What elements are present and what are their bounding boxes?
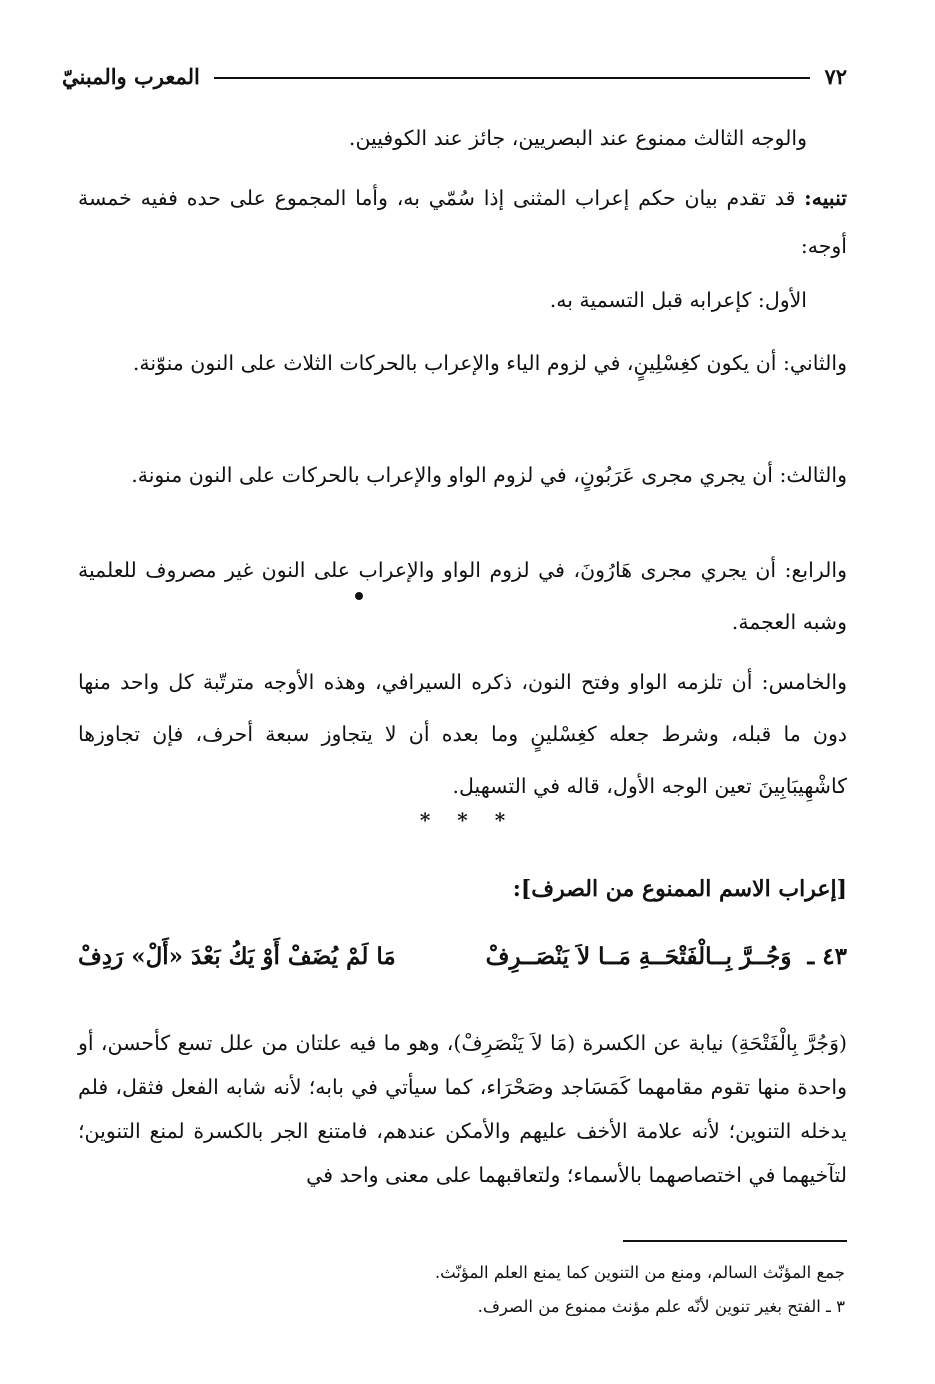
second-text: أن يكون كغِسْلِينٍ، في لزوم الياء والإعراب بالحركات الثلاث على النون منوّنة. [132,351,777,375]
footnotes [80,1256,845,1324]
first-hemistich-text: وَجُــرَّ بِــالْفَتْحَــةِ مَــا لاَ يَنْصَــرِفْ [485,942,792,970]
third-label: والثالث: [779,463,847,487]
paragraph-second [78,334,847,392]
footnote-continuation: جمع المؤنّث السالم، ومنع من التنوين كما يمنع العلم المؤنّث. [434,1263,845,1282]
note-label: تنبيه: [804,186,847,210]
paragraph-third-case: والوجه الثالث ممنوع عند البصريين، جائز عند الكوفيين. [348,126,807,150]
stray-dot-mark [355,592,363,600]
paragraph-first [78,280,807,320]
first-label: الأول: [757,288,807,312]
verse-second-hemistich: مَا لَمْ يُضَفْ أَوْ يَكُ بَعْدَ «أَلْ» رَدِفْ [78,942,396,970]
fourth-label: والرابع: [784,558,847,582]
verse-first-hemistich [486,943,847,970]
fifth-text: أن تلزمه الواو وفتح النون، ذكره السيرافي، وهذه الأوجه مترتّبة كل واحد منها دون ما قبله، وشرط جعله كغِسْلينٍ وما بعده أن لا يتجاوز سبعة أحرف، فإن تجاوزها كاشْهِيبَابِينَ تعين الوجه الأول، قاله في التسهيل. [78,670,847,798]
first-text: كإعرابه قبل التسمية به. [549,288,752,312]
fourth-text: أن يجري مجرى هَارُونَ، في لزوم الواو والإعراب على النون غير مصروف للعلمية وشبه العجمة. [78,558,847,634]
verse-line [78,936,847,976]
header-rule [214,77,811,79]
paragraph-fifth [78,656,847,812]
page-header [62,58,847,94]
section-heading: [إعراب الاسم الممنوع من الصرف]: [512,876,847,902]
third-text: أن يجري مجرى عَرَبُونٍ، في لزوم الواو والإعراب بالحركات على النون منونة. [131,463,773,487]
running-title: المعرب والمبنيّ [62,63,200,89]
paragraph-fourth [78,544,847,648]
section-ornament: * * * [419,808,516,832]
paragraph-note [78,174,847,270]
footnote-3: ٣ ـ الفتح بغير تنوين لأنّه علم مؤنث ممنوع من الصرف. [477,1297,845,1316]
note-text: قد تقدم بيان حكم إعراب المثنى إذا سُمّي به، وأما المجموع على حده ففيه خمسة أوجه: [78,186,847,258]
page-number: ٧٢ [824,63,847,89]
footnote-rule [623,1240,847,1242]
fifth-label: والخامس: [761,670,847,694]
commentary-paragraph: (وَجُرَّ بِالْفَتْحَةِ) نيابة عن الكسرة (مَا لاَ يَنْصَرِفْ)، وهو ما فيه علتان من علل تسع كأحسن، أو واحدة منها تقوم مقامهما كَمَسَاجد وصَحْرَاء، كما سيأتي في بابه؛ لأنه شابه الفعل فثقل، فلم يدخله التنوين؛ لأنه علامة الأخف عليهم والأمكن عندهم، فامتنع الجر بالكسرة لمنع التنوين؛ لتآخيهما في اختصاصهما بالأسماء؛ ولتعاقبهما على معنى واحد في [78,1030,847,1187]
verse-number: ٤٣ ـ [807,942,847,970]
paragraph-third [78,446,847,504]
second-label: والثاني: [783,351,847,375]
